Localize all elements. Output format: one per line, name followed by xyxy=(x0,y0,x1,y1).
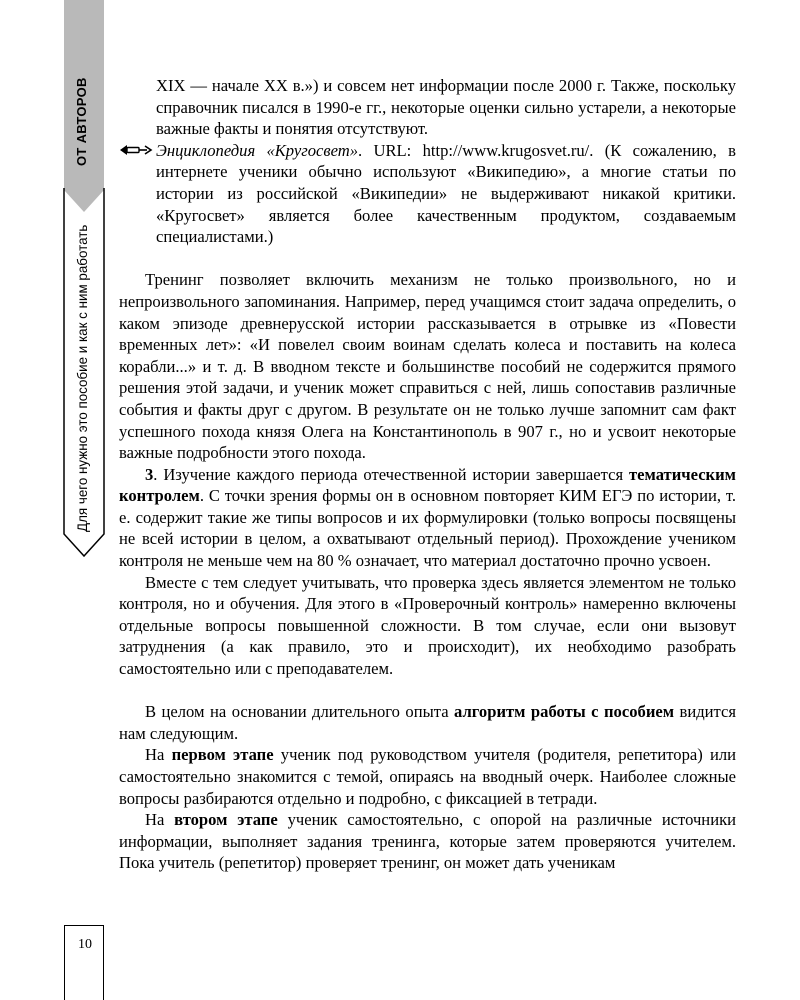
paragraph-text: ученик самостоятельно, с опорой на различные источники информации, выполняет задания тренинга, которые затем проверяются учителем. Пока учитель (репетитор) проверяет тренинг, он может дать ученикам xyxy=(119,810,737,873)
paragraph-verification: Вместе с тем следует учитывать, что проверка здесь является элементом не только контроля, но и обучения. Для этого в «Проверочный контроль» намеренно включены отдельные вопросы повышенной сложности. В том случае, если они вызовут затруднения (а как правило, это и происходит), их необходимо разобрать самостоятельно или с преподавателем. xyxy=(119,572,736,679)
bold-term: алгоритм работы с пособием xyxy=(454,702,675,722)
page-number: 10 xyxy=(78,937,92,952)
paragraph-first-stage xyxy=(119,744,736,809)
pointing-hand-icon xyxy=(119,141,153,159)
paragraph-algorithm xyxy=(119,701,736,744)
paragraph-text: На xyxy=(145,810,175,830)
paragraph-text: . С точки зрения формы он в основном повторяет КИМ ЕГЭ по истории, т. е. содержит такие же типы вопросов и их формулировки (только вопросы посвящены не всей истории в целом, а охватывают отдельный период). Прохождение учеником контроля не меньше чем на 80 % означает, что материал достаточно прочно усвоен. xyxy=(119,486,736,571)
paragraph-text: видится нам следующим. xyxy=(119,702,736,743)
paragraph-second-stage xyxy=(119,809,736,874)
paragraph-thematic-control xyxy=(119,464,736,572)
paragraph-training: Тренинг позволяет включить механизм не только произвольного, но и непроизвольного запоминания. Например, перед учащимся стоит задача определить, о каком эпизоде древнерусской истории рассказывается в отрывке из «Повести временных лет»: «И повелел своим воинам сделать колеса и поставить на колеса корабли...» и т. д. В вводном тексте и большинстве пособий не содержится прямого решения этой задачи, и ученик может справиться с ней, лишь сопоставив различные события и факты друг с другом. В результате он не только лучше запомнит сам факт успешного похода князя Олега на Константинополь в 907 г., но и усвоит некоторые важные подробности этого похода. xyxy=(119,270,736,463)
item-number: 3 xyxy=(145,464,154,484)
paragraph-text: ученик под руководством учителя (родителя, репетитора) или самостоятельно знакомится с темой, опираясь на вводный очерк. Наиболее сложные вопросы разбираются отдельно и подробно, с фиксацией в тетради. xyxy=(119,745,737,808)
paragraph-text: . Изучение каждого периода отечественной истории завершается xyxy=(153,464,629,484)
reference-title: Энциклопедия «Кругосвет» xyxy=(156,140,359,160)
intro-paragraph: XIX — начале XX в.») и совсем нет информации после 2000 г. Также, поскольку справочник писался в 1990-е гг., некоторые оценки сильно устарели, а некоторые важные факты и понятия отсутствуют. xyxy=(156,76,736,139)
bold-term: первом этапе xyxy=(171,745,274,765)
reference-text: . URL: http://www.krugosvet.ru/. (К сожалению, в интернете ученики обычно используют «Википедию», а многие статьи по истории из российской «Википедии» не выдерживают никакой критики. «Кругосвет» является более качественным продуктом, создаваемым специалистами.) xyxy=(156,140,736,247)
bold-term: тематическим контролем xyxy=(119,464,736,506)
reference-entry xyxy=(156,140,736,248)
chapter-title: Для чего нужно это пособие и как с ним работать xyxy=(75,224,90,532)
bold-term: втором этапе xyxy=(174,810,278,830)
paragraph-text: В целом на основании длительного опыта xyxy=(145,702,455,722)
section-title: ОТ АВТОРОВ xyxy=(74,77,89,166)
page-content xyxy=(119,75,736,874)
paragraph-text: На xyxy=(145,745,172,765)
